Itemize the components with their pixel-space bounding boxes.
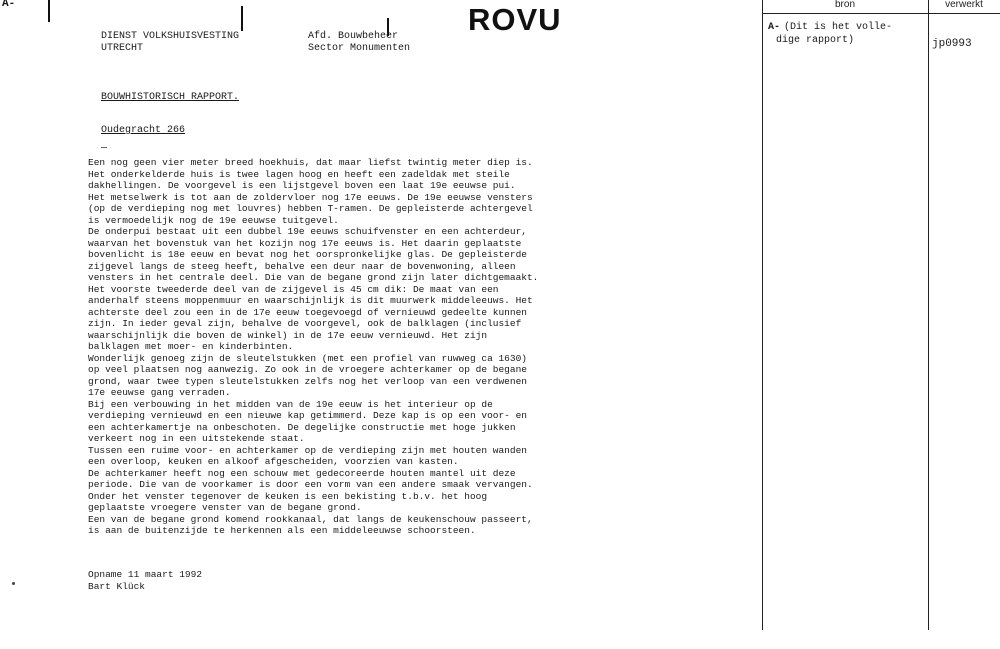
body-line: Onder het venster tegenover de keuken is een bekisting t.b.v. het hoog [88,490,488,502]
body-line: De achterkamer heeft nog een schouw met gedecoreerde houten mantel uit deze [88,467,516,479]
body-line: is aan de buitenzijde te herkennen als een middeleeuwse schoorsteen. [88,525,476,536]
margin-bar-left [48,0,50,22]
divider-dash [101,147,107,148]
body-line: Bij een verbouwing in het midden van de 19e eeuw is het interieur op de [88,398,493,410]
body-line: geplaatste vroegere venster van de begane grond. [88,502,362,513]
body-line: waarvan het bovenstuk van het kozijn nog 17e eeuws is. Het daarin geplaatste [88,237,522,249]
corner-mark: A- [2,0,16,10]
speck [12,582,15,585]
body-line: Het metselwerk is tot aan de zoldervloer nog 17e eeuws. De 19e eeuwse vensters [88,191,533,203]
body-line: 17e eeuwse gang verraden. [88,387,231,398]
body-line: Het voorste tweederde deel van de zijgevel is 45 cm dik: De maat van een [88,283,499,295]
body-line: zijgevel langs de steeg heeft, behalve een deur naar de bovenwoning, alleen [88,260,516,272]
body-line: Wonderlijk genoeg zijn de sleutelstukken (met een profiel van ruwweg ca 1630) [88,352,527,364]
signature-block [88,569,202,592]
body-line: Het onderkelderde huis is twee lagen hoog en heeft een zadeldak met steile [88,168,510,180]
body-line: anderhalf steens moppenmuur en waarschijnlijk is dit muurwerk middeleeuws. Het [88,295,533,306]
body-line: waarschijnlijk die boven de winkel) in de 17e eeuw vernieuwd. Het zijn [88,329,488,341]
register-col-bron: bron [834,0,855,10]
address-heading: Oudegracht 266 [101,125,186,136]
body-line: verdieping vernieuwd en een nieuwe kap getimmerd. Deze kap is op een voor- en [88,410,527,421]
register-entry-code: A- [768,22,781,33]
body-line: De onderpui bestaat uit een dubbel 19e eeuws schuifvenster en een achterdeur, [88,226,527,237]
register-entry-text-2: dige rapport) [776,35,855,46]
dept-sector: Sector Monumenten [308,43,411,54]
body-line: is vermoedelijk nog de 19e eeuwse tuitgevel. [88,214,339,226]
body-line: verkeert nog in een uitstekende staat. [88,433,305,444]
body-line: grond, waar twee typen sleutelstukken zelfs nog het verloop van een verdwenen [88,375,527,387]
body-line: balklagen met moer- en kinderbinten. [88,341,294,352]
register-entry-text-1: (Dit is het volle- [784,22,893,33]
org-city: UTRECHT [101,43,144,54]
body-line: Een nog geen vier meter breed hoekhuis, dat maar liefst twintig meter diep is. [88,157,533,168]
register-border-mid [928,0,929,630]
body-line: dakhellingen. De voorgevel is een lijstgevel boven een laat 19e eeuwse pui. [88,180,516,191]
body-line: zijn. In ieder geval zijn, behalve de voorgevel, ook de balklagen (inclusief [88,318,522,329]
survey-date: Opname 11 maart 1992 [88,569,203,580]
register-verwerkt-code: jp0993 [932,38,972,50]
report-body [88,157,578,537]
body-line: op veel plaatsen nog aanwezig. Zo ook in de vroegere achterkamer op de begane [88,364,527,375]
author-name: Bart Klück [88,580,146,592]
body-line: een overloop, keuken en alkoof afgescheiden, voorzien van kasten. [88,456,459,467]
body-line: (op de verdieping nog met louvres) hebben T-ramen. De gepleisterde achtergevel [88,203,533,214]
body-line: periode. Die van de voorkamer is door een vorm van een andere smaak vervangen. [88,479,533,490]
body-line: Een van de begane grond komend rookkanaal, dat langs de keukenschouw passeert, [88,513,533,525]
body-line: vensters in het centrale deel. Die van de begane grond zijn later dichtgemaakt. [88,272,539,283]
register-border-left [762,0,763,630]
dept-name: Afd. Bouwbeheer [308,31,399,42]
rovu-logo: ROVU [468,2,562,37]
body-line: achterste deel zou een in de 17e eeuw toegevoegd of vernieuwd gedeelte kunnen [88,306,527,318]
body-line: een achterkamertje na onbeschoten. De degelijke constructie met hoge jukken [88,421,516,433]
report-title: BOUWHISTORISCH RAPPORT. [101,92,240,103]
register-header-rule [762,13,1000,14]
body-line: Tussen een ruime voor- en achterkamer op de verdieping zijn met houten wanden [88,444,527,456]
body-line: bovenlicht is 18e eeuw en bevat nog het oorspronkelijke glas. De gepleisterde [88,249,527,260]
margin-bar-mid [241,6,243,31]
org-name: DIENST VOLKSHUISVESTING [101,31,240,42]
register-col-verwerkt: verwerkt [945,0,983,10]
